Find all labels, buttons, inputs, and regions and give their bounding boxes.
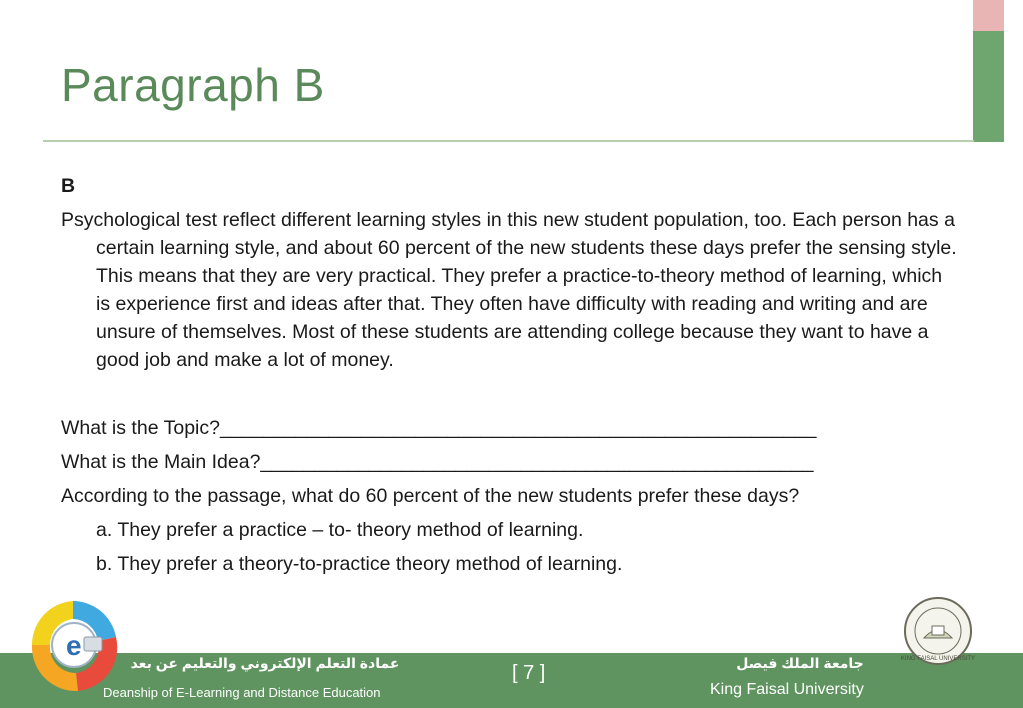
corner-accent-pink: [973, 0, 1004, 31]
elearning-logo: [28, 597, 118, 695]
corner-accent-green: [973, 31, 1004, 142]
option-b: b. They prefer a theory-to-practice theory method of learning.: [96, 553, 623, 575]
page-number: [ 7 ]: [512, 662, 546, 684]
elearning-logo-letter: e: [66, 630, 82, 661]
deanship-arabic: عمادة التعلم الإلكتروني والتعليم عن بعد: [130, 655, 400, 671]
university-english: King Faisal University: [710, 681, 864, 698]
deanship-english: Deanship of E-Learning and Distance Education: [103, 685, 381, 700]
slide-body: [61, 172, 961, 584]
kfu-seal-logo: [888, 596, 988, 666]
university-arabic: جامعة الملك فيصل: [736, 655, 864, 671]
paragraph-label: B: [61, 175, 76, 197]
spacer: [61, 374, 961, 414]
slide-title: Paragraph B: [61, 59, 325, 111]
paragraph-text: Psychological test reflect different learning styles in this new student population, too. Each person has a certain learning style, and about 60 percent of the new students these days prefer the sensing style. This means that they are very practical. They prefer a practice-to-theory method of learning, which is experience first and ideas after that. They often have difficulty with reading and writing and are unsure of themselves. Most of these students are attending college because they want to have a good job and make a lot of money.: [61, 209, 957, 371]
seal-text: KING FAISAL UNIVERSITY: [900, 656, 976, 662]
title-divider: [43, 140, 974, 142]
option-a: a. They prefer a practice – to- theory method of learning.: [96, 519, 584, 541]
question-main-idea: What is the Main Idea?___________________________________________________: [61, 451, 814, 473]
question-mcq: According to the passage, what do 60 percent of the new students prefer these days?: [61, 485, 800, 507]
question-topic: What is the Topic?_______________________________________________________: [61, 417, 817, 439]
